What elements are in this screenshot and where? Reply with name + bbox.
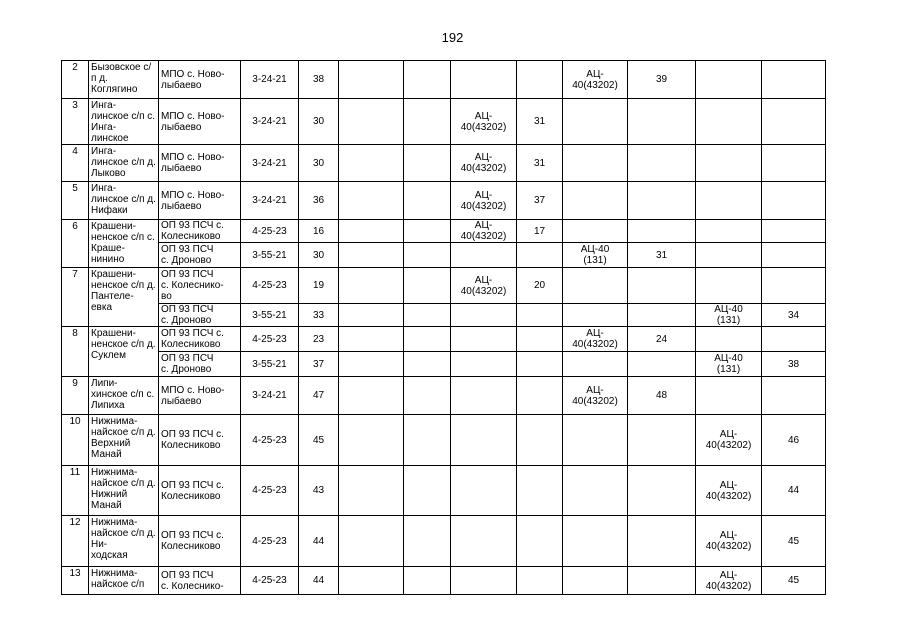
vehicle-cell [451, 516, 517, 567]
vehicle-cell [339, 61, 404, 99]
vehicle-cell [404, 145, 451, 182]
settlement-cell: Крашени- ненское с/п д. Пантеле- евка [89, 268, 159, 327]
fire-unit-cell: ОП 93 ПСЧ с. Колесниково [159, 415, 241, 466]
fire-unit-cell: МПО с. Ново- лыбаево [159, 99, 241, 145]
vehicle-cell [517, 304, 563, 327]
vehicle-cell: АЦ- 40(43202) [696, 466, 762, 516]
vehicle-cell [451, 567, 517, 595]
vehicle-cell [404, 567, 451, 595]
row-number-cell: 8 [62, 327, 89, 377]
vehicle-cell [628, 466, 696, 516]
vehicle-cell [563, 182, 628, 220]
phone-cell: 4-25-23 [241, 220, 299, 243]
vehicle-cell [696, 327, 762, 352]
vehicle-cell [339, 352, 404, 377]
vehicle-cell: 24 [628, 327, 696, 352]
vehicle-cell [762, 182, 826, 220]
phone-cell: 4-25-23 [241, 327, 299, 352]
table-row [62, 220, 875, 243]
table-row [62, 327, 875, 352]
fire-coverage-table [61, 60, 875, 595]
vehicle-cell [563, 268, 628, 304]
vehicle-cell [404, 516, 451, 567]
vehicle-cell [563, 220, 628, 243]
vehicle-cell [404, 220, 451, 243]
vehicle-cell: 38 [762, 352, 826, 377]
vehicle-cell [339, 220, 404, 243]
fire-unit-cell: ОП 93 ПСЧ с. Дроново [159, 352, 241, 377]
vehicle-cell: 17 [517, 220, 563, 243]
vehicle-cell [696, 220, 762, 243]
vehicle-cell [339, 243, 404, 268]
settlement-cell: Инга- линское с/п с. Инга- линское [89, 99, 159, 145]
phone-cell: 4-25-23 [241, 516, 299, 567]
arrival-time-cell: 36 [299, 182, 339, 220]
table-row [62, 567, 875, 595]
vehicle-cell [339, 567, 404, 595]
vehicle-cell [404, 415, 451, 466]
settlement-cell: Инга- линское с/п д. Нифаки [89, 182, 159, 220]
vehicle-cell [563, 352, 628, 377]
row-number-cell: 13 [62, 567, 89, 595]
phone-cell: 3-24-21 [241, 377, 299, 415]
vehicle-cell [563, 304, 628, 327]
vehicle-cell: 46 [762, 415, 826, 466]
vehicle-cell: АЦ- 40(43202) [563, 327, 628, 352]
fire-unit-cell: МПО с. Ново- лыбаево [159, 377, 241, 415]
vehicle-cell [339, 268, 404, 304]
vehicle-cell: 45 [762, 516, 826, 567]
table-row [62, 466, 875, 516]
vehicle-cell [762, 268, 826, 304]
table-row [62, 304, 875, 327]
phone-cell: 3-55-21 [241, 352, 299, 377]
vehicle-cell [563, 99, 628, 145]
table-row [62, 352, 875, 377]
phone-cell: 3-24-21 [241, 182, 299, 220]
vehicle-cell [696, 377, 762, 415]
vehicle-cell [404, 327, 451, 352]
row-number-cell: 7 [62, 268, 89, 327]
phone-cell: 3-24-21 [241, 61, 299, 99]
vehicle-cell: АЦ-40 (131) [563, 243, 628, 268]
settlement-cell: Крашени- ненское с/п с. Краше- нинино [89, 220, 159, 268]
vehicle-cell: АЦ- 40(43202) [451, 220, 517, 243]
fire-unit-cell: ОП 93 ПСЧ с. Колесниково [159, 466, 241, 516]
vehicle-cell [517, 466, 563, 516]
phone-cell: 4-25-23 [241, 567, 299, 595]
vehicle-cell: 45 [762, 567, 826, 595]
vehicle-cell [628, 268, 696, 304]
fire-unit-cell: ОП 93 ПСЧ с. Колеснико- во [159, 268, 241, 304]
vehicle-cell [696, 182, 762, 220]
arrival-time-cell: 19 [299, 268, 339, 304]
vehicle-cell [762, 220, 826, 243]
row-number-cell: 9 [62, 377, 89, 415]
arrival-time-cell: 44 [299, 567, 339, 595]
vehicle-cell [339, 99, 404, 145]
vehicle-cell [451, 327, 517, 352]
vehicle-cell [696, 99, 762, 145]
settlement-cell: Нижнима- найское с/п д. Ни- ходская [89, 516, 159, 567]
vehicle-cell [762, 243, 826, 268]
table-row [62, 377, 875, 415]
arrival-time-cell: 30 [299, 99, 339, 145]
arrival-time-cell: 45 [299, 415, 339, 466]
vehicle-cell [563, 415, 628, 466]
arrival-time-cell: 37 [299, 352, 339, 377]
vehicle-cell [628, 145, 696, 182]
vehicle-cell: 48 [628, 377, 696, 415]
vehicle-cell [404, 377, 451, 415]
vehicle-cell [451, 61, 517, 99]
settlement-cell: Крашени- ненское с/п д. Суклем [89, 327, 159, 377]
settlement-cell: Нижнима- найское с/п д. Нижний Манай [89, 466, 159, 516]
arrival-time-cell: 38 [299, 61, 339, 99]
vehicle-cell [339, 145, 404, 182]
vehicle-cell [762, 145, 826, 182]
table-row [62, 99, 875, 145]
phone-cell: 4-25-23 [241, 415, 299, 466]
vehicle-cell [517, 327, 563, 352]
vehicle-cell: 31 [517, 145, 563, 182]
vehicle-cell [451, 466, 517, 516]
vehicle-cell [404, 182, 451, 220]
row-number-cell: 11 [62, 466, 89, 516]
fire-unit-cell: ОП 93 ПСЧ с. Колеснико- [159, 567, 241, 595]
row-number-cell: 5 [62, 182, 89, 220]
vehicle-cell [451, 304, 517, 327]
vehicle-cell: АЦ- 40(43202) [451, 182, 517, 220]
vehicle-cell [563, 567, 628, 595]
row-number-cell: 2 [62, 61, 89, 99]
settlement-cell: Инга- линское с/п д. Лыково [89, 145, 159, 182]
vehicle-cell: 37 [517, 182, 563, 220]
vehicle-cell [628, 304, 696, 327]
vehicle-cell: АЦ- 40(43202) [696, 567, 762, 595]
vehicle-cell [563, 466, 628, 516]
arrival-time-cell: 16 [299, 220, 339, 243]
row-number-cell: 4 [62, 145, 89, 182]
table-row [62, 145, 875, 182]
vehicle-cell [404, 304, 451, 327]
page-number: 192 [441, 30, 464, 45]
vehicle-cell: АЦ- 40(43202) [696, 415, 762, 466]
table-row [62, 243, 875, 268]
vehicle-cell [762, 327, 826, 352]
phone-cell: 4-25-23 [241, 268, 299, 304]
vehicle-cell [339, 377, 404, 415]
vehicle-cell [696, 243, 762, 268]
phone-cell: 3-24-21 [241, 99, 299, 145]
table-row [62, 415, 875, 466]
vehicle-cell [563, 145, 628, 182]
vehicle-cell: 31 [628, 243, 696, 268]
vehicle-cell [517, 377, 563, 415]
row-number-cell: 6 [62, 220, 89, 268]
vehicle-cell [404, 61, 451, 99]
vehicle-cell: АЦ- 40(43202) [451, 145, 517, 182]
vehicle-cell: АЦ- 40(43202) [563, 61, 628, 99]
vehicle-cell [628, 516, 696, 567]
table-row [62, 516, 875, 567]
row-number-cell: 3 [62, 99, 89, 145]
phone-cell: 3-24-21 [241, 145, 299, 182]
vehicle-cell: АЦ- 40(43202) [451, 268, 517, 304]
vehicle-cell [404, 352, 451, 377]
vehicle-cell: АЦ-40 (131) [696, 352, 762, 377]
vehicle-cell [339, 466, 404, 516]
phone-cell: 4-25-23 [241, 466, 299, 516]
vehicle-cell [517, 516, 563, 567]
vehicle-cell: АЦ-40 (131) [696, 304, 762, 327]
fire-unit-cell: МПО с. Ново- лыбаево [159, 145, 241, 182]
fire-unit-cell: ОП 93 ПСЧ с. Дроново [159, 243, 241, 268]
table-row [62, 268, 875, 304]
vehicle-cell [696, 268, 762, 304]
row-number-cell: 10 [62, 415, 89, 466]
vehicle-cell [517, 352, 563, 377]
vehicle-cell [696, 61, 762, 99]
table-row [62, 182, 875, 220]
phone-cell: 3-55-21 [241, 243, 299, 268]
fire-unit-cell: ОП 93 ПСЧ с. Колесниково [159, 516, 241, 567]
vehicle-cell [339, 415, 404, 466]
vehicle-cell [696, 145, 762, 182]
vehicle-cell [339, 516, 404, 567]
vehicle-cell [339, 304, 404, 327]
vehicle-cell [517, 567, 563, 595]
vehicle-cell [762, 99, 826, 145]
phone-cell: 3-55-21 [241, 304, 299, 327]
row-number-cell: 12 [62, 516, 89, 567]
fire-unit-cell: МПО с. Ново- лыбаево [159, 182, 241, 220]
arrival-time-cell: 23 [299, 327, 339, 352]
vehicle-cell: АЦ- 40(43202) [563, 377, 628, 415]
settlement-cell: Нижнима- найское с/п д. Верхний Манай [89, 415, 159, 466]
vehicle-cell: 39 [628, 61, 696, 99]
vehicle-cell [451, 415, 517, 466]
arrival-time-cell: 43 [299, 466, 339, 516]
vehicle-cell [517, 61, 563, 99]
vehicle-cell [762, 377, 826, 415]
vehicle-cell [628, 352, 696, 377]
vehicle-cell [339, 327, 404, 352]
vehicle-cell: АЦ- 40(43202) [696, 516, 762, 567]
table-row [62, 61, 875, 99]
vehicle-cell [628, 220, 696, 243]
vehicle-cell [628, 415, 696, 466]
vehicle-cell [451, 377, 517, 415]
vehicle-cell: АЦ- 40(43202) [451, 99, 517, 145]
vehicle-cell [404, 466, 451, 516]
arrival-time-cell: 47 [299, 377, 339, 415]
vehicle-cell: 34 [762, 304, 826, 327]
arrival-time-cell: 30 [299, 145, 339, 182]
vehicle-cell [628, 567, 696, 595]
arrival-time-cell: 30 [299, 243, 339, 268]
vehicle-cell [404, 268, 451, 304]
vehicle-cell [404, 243, 451, 268]
vehicle-cell [451, 352, 517, 377]
vehicle-cell [628, 99, 696, 145]
settlement-cell: Нижнима- найское с/п [89, 567, 159, 595]
arrival-time-cell: 44 [299, 516, 339, 567]
vehicle-cell [404, 99, 451, 145]
vehicle-cell [517, 415, 563, 466]
vehicle-cell: 31 [517, 99, 563, 145]
fire-unit-cell: ОП 93 ПСЧ с. Дроново [159, 304, 241, 327]
fire-unit-cell: ОП 93 ПСЧ с. Колесниково [159, 327, 241, 352]
fire-unit-cell: ОП 93 ПСЧ с. Колесниково [159, 220, 241, 243]
settlement-cell: Бызовское с/п д. Коглягино [89, 61, 159, 99]
vehicle-cell: 20 [517, 268, 563, 304]
settlement-cell: Липи- хинское с/п с. Липиха [89, 377, 159, 415]
vehicle-cell [563, 516, 628, 567]
vehicle-cell [517, 243, 563, 268]
vehicle-cell [451, 243, 517, 268]
vehicle-cell [628, 182, 696, 220]
vehicle-cell [339, 182, 404, 220]
vehicle-cell: 44 [762, 466, 826, 516]
vehicle-cell [762, 61, 826, 99]
fire-unit-cell: МПО с. Ново- лыбаево [159, 61, 241, 99]
arrival-time-cell: 33 [299, 304, 339, 327]
